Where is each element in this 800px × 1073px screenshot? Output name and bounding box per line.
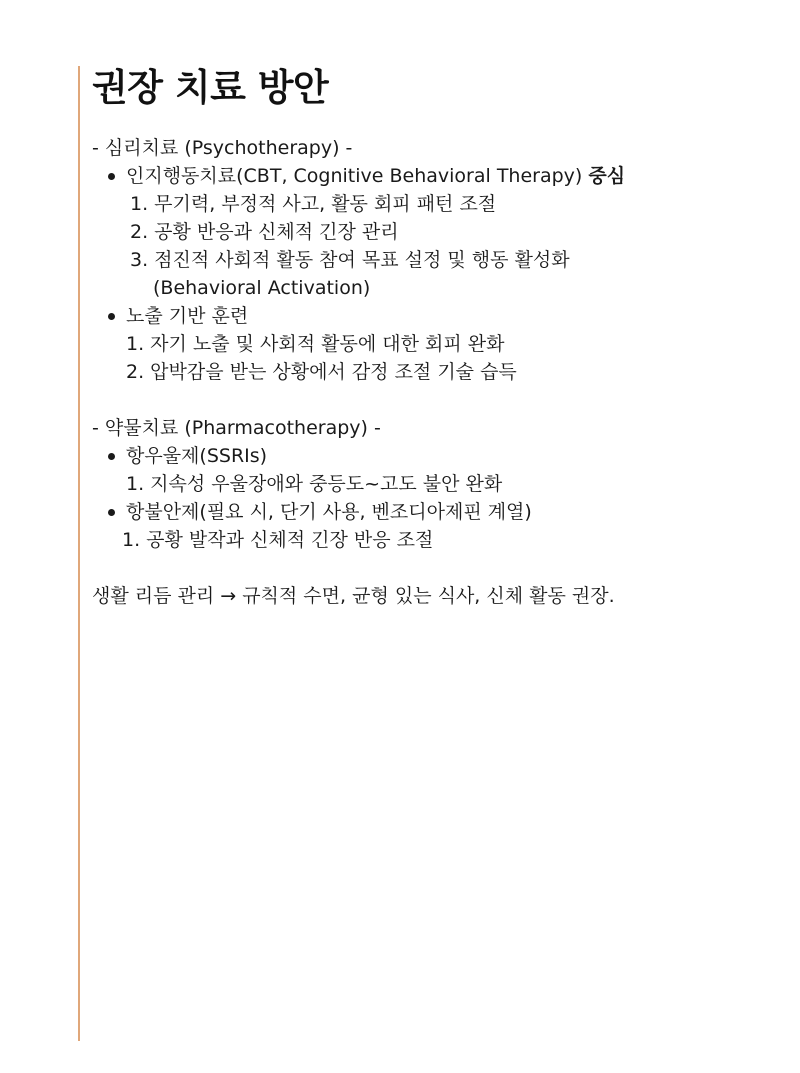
page-title: 권장 치료 방안	[92, 66, 329, 109]
ssri-label: 항우울제(SSRIs)	[126, 445, 268, 467]
anxiolytic-item-1: 1. 공황 발작과 신체적 긴장 반응 조절	[122, 529, 434, 551]
bullet-ssri	[92, 442, 782, 470]
cbt-label: 인지행동치료(CBT, Cognitive Behavioral Therapy)	[126, 165, 589, 187]
pharmacotherapy-section	[92, 414, 782, 554]
bullet-dot-icon	[108, 509, 115, 516]
exposure-label: 노출 기반 훈련	[126, 305, 249, 327]
bullet-dot-icon	[108, 173, 115, 180]
accent-rule	[78, 66, 80, 1041]
section-gap	[92, 554, 782, 582]
cbt-item-3-continuation: (Behavioral Activation)	[153, 277, 371, 299]
bullet-dot-icon	[108, 313, 115, 320]
exposure-item-1: 1. 자기 노출 및 사회적 활동에 대한 회피 완화	[126, 333, 505, 355]
pharmacotherapy-heading: - 약물치료 (Pharmacotherapy) -	[92, 417, 381, 439]
document-content	[92, 62, 782, 610]
lifestyle-note: 생활 리듬 관리 → 규칙적 수면, 균형 있는 식사, 신체 활동 권장.	[92, 585, 615, 607]
bullet-cbt	[92, 162, 782, 190]
ssri-item-1: 1. 지속성 우울장애와 중등도~고도 불안 완화	[126, 473, 503, 495]
section-gap	[92, 386, 782, 414]
bullet-exposure	[92, 302, 782, 330]
psychotherapy-section	[92, 134, 782, 386]
cbt-item-3: 3. 점진적 사회적 활동 참여 목표 설정 및 행동 활성화	[130, 249, 570, 271]
cbt-item-2: 2. 공황 반응과 신체적 긴장 관리	[130, 221, 399, 243]
anxiolytic-label: 항불안제(필요 시, 단기 사용, 벤조디아제핀 계열)	[126, 501, 532, 523]
bullet-anxiolytic	[92, 498, 782, 526]
psychotherapy-heading: - 심리치료 (Psychotherapy) -	[92, 137, 353, 159]
cbt-item-1: 1. 무기력, 부정적 사고, 활동 회피 패턴 조절	[130, 193, 497, 215]
exposure-item-2: 2. 압박감을 받는 상황에서 감정 조절 기술 습득	[126, 361, 517, 383]
bullet-dot-icon	[108, 453, 115, 460]
cbt-emphasis: 중심	[588, 165, 626, 187]
